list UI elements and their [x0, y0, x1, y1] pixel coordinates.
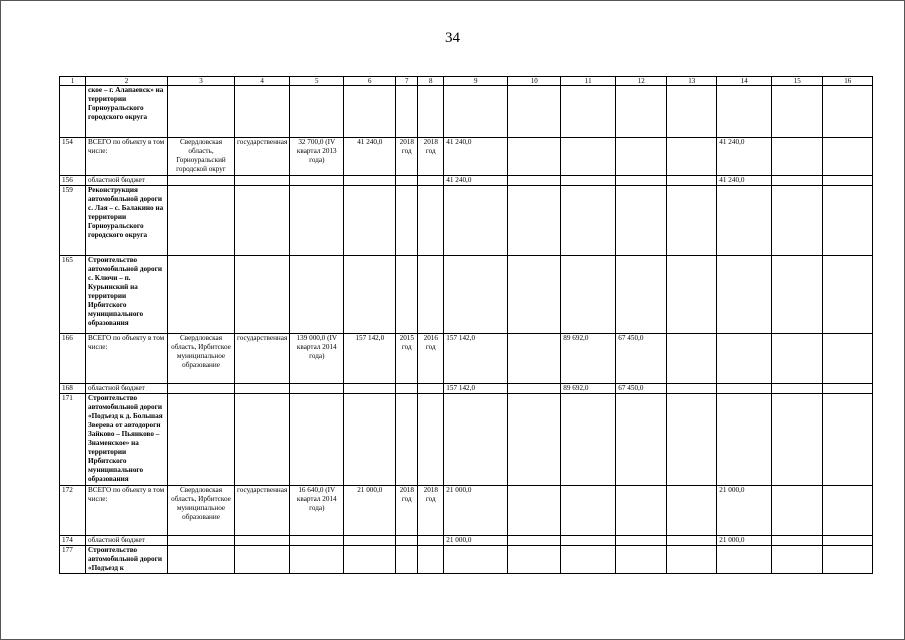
- cell-c10: [508, 536, 561, 546]
- cell-c12: 67 450,0: [616, 334, 667, 384]
- cell-c6: [344, 536, 396, 546]
- cell-c3: [168, 536, 235, 546]
- cell-c7: [396, 546, 418, 574]
- cell-c12: [616, 86, 667, 138]
- cell-c5: [290, 176, 344, 186]
- cell-c5: [290, 394, 344, 486]
- cell-c3: [168, 256, 235, 334]
- cell-c5: 139 000,0 (IV квартал 2014 года): [290, 334, 344, 384]
- cell-c15: [772, 176, 823, 186]
- cell-c3: Свердловская область, Ирбитское муниципальное образование: [168, 486, 235, 536]
- cell-c15: [772, 394, 823, 486]
- cell-c8: 2018 год: [418, 486, 444, 536]
- row-name-cell: областной бюджет: [86, 176, 168, 186]
- cell-c16: [823, 186, 873, 256]
- header-row: [60, 77, 873, 86]
- cell-c14: [717, 186, 772, 256]
- cell-c11: [561, 86, 616, 138]
- cell-c13: [667, 86, 717, 138]
- row-name-cell: Реконструкция автомобильной дороги с. Лая – с. Балакино на территории Горноуральского городского округа: [86, 186, 168, 256]
- cell-c16: [823, 256, 873, 334]
- cell-c6: [344, 86, 396, 138]
- cell-c16: [823, 384, 873, 394]
- cell-c9: 157 142,0: [444, 384, 508, 394]
- cell-c4: [235, 384, 290, 394]
- table-row: [60, 334, 873, 384]
- cell-c6: [344, 186, 396, 256]
- row-name-cell: ВСЕГО по объекту в том числе:: [86, 334, 168, 384]
- column-header-14: 14: [717, 77, 772, 86]
- cell-c11: [561, 394, 616, 486]
- cell-c4: государственная: [235, 138, 290, 176]
- cell-c3: [168, 384, 235, 394]
- cell-c12: [616, 546, 667, 574]
- cell-c12: [616, 256, 667, 334]
- cell-c13: [667, 176, 717, 186]
- cell-c5: [290, 546, 344, 574]
- row-number-cell: 172: [60, 486, 86, 536]
- cell-c10: [508, 486, 561, 536]
- column-header-6: 6: [344, 77, 396, 86]
- cell-c6: [344, 256, 396, 334]
- row-number-cell: 165: [60, 256, 86, 334]
- cell-c13: [667, 186, 717, 256]
- cell-c9: 41 240,0: [444, 176, 508, 186]
- row-name-cell: Строительство автомобильной дороги «Подъезд к д. Большая Зверева от автодороги Зайково – Пьянково – Знаменское» на территории Ирбитского муниципального образования: [86, 394, 168, 486]
- cell-c14: [717, 256, 772, 334]
- cell-c15: [772, 536, 823, 546]
- cell-c9: [444, 546, 508, 574]
- cell-c7: [396, 384, 418, 394]
- cell-c10: [508, 546, 561, 574]
- cell-c8: [418, 86, 444, 138]
- cell-c16: [823, 86, 873, 138]
- row-name-cell: Строительство автомобильной дороги «Подъезд к: [86, 546, 168, 574]
- cell-c14: [717, 384, 772, 394]
- cell-c9: 41 240,0: [444, 138, 508, 176]
- cell-c15: [772, 138, 823, 176]
- row-number-cell: 168: [60, 384, 86, 394]
- cell-c16: [823, 394, 873, 486]
- cell-c5: [290, 86, 344, 138]
- table-row: [60, 86, 873, 138]
- cell-c10: [508, 186, 561, 256]
- cell-c11: [561, 138, 616, 176]
- cell-c3: [168, 546, 235, 574]
- cell-c5: [290, 186, 344, 256]
- cell-c5: [290, 256, 344, 334]
- cell-c6: [344, 176, 396, 186]
- table-row: [60, 486, 873, 536]
- row-number-cell: 177: [60, 546, 86, 574]
- row-number-cell: 154: [60, 138, 86, 176]
- cell-c4: [235, 536, 290, 546]
- row-name-cell: ВСЕГО по объекту в том числе:: [86, 138, 168, 176]
- cell-c12: [616, 394, 667, 486]
- table-row: [60, 186, 873, 256]
- cell-c16: [823, 138, 873, 176]
- cell-c4: государственная: [235, 334, 290, 384]
- cell-c13: [667, 256, 717, 334]
- cell-c15: [772, 86, 823, 138]
- column-header-13: 13: [667, 77, 717, 86]
- cell-c13: [667, 394, 717, 486]
- cell-c6: 41 240,0: [344, 138, 396, 176]
- page-number: 34: [445, 30, 460, 46]
- cell-c9: [444, 394, 508, 486]
- cell-c6: [344, 546, 396, 574]
- cell-c3: [168, 176, 235, 186]
- cell-c9: [444, 186, 508, 256]
- row-name-cell: Строительство автомобильной дороги с. Ключи – п. Курьинский на территории Ирбитского муниципального образования: [86, 256, 168, 334]
- column-header-1: 1: [60, 77, 86, 86]
- cell-c8: [418, 256, 444, 334]
- cell-c8: 2018 год: [418, 138, 444, 176]
- row-number-cell: 171: [60, 394, 86, 486]
- cell-c11: [561, 186, 616, 256]
- column-header-10: 10: [508, 77, 561, 86]
- cell-c8: [418, 536, 444, 546]
- cell-c13: [667, 536, 717, 546]
- cell-c11: [561, 536, 616, 546]
- cell-c15: [772, 334, 823, 384]
- cell-c12: [616, 486, 667, 536]
- column-header-11: 11: [561, 77, 616, 86]
- cell-c16: [823, 546, 873, 574]
- cell-c7: [396, 86, 418, 138]
- cell-c3: Свердловская область, Ирбитское муниципальное образование: [168, 334, 235, 384]
- cell-c15: [772, 384, 823, 394]
- cell-c10: [508, 138, 561, 176]
- column-header-9: 9: [444, 77, 508, 86]
- table-row: [60, 546, 873, 574]
- cell-c15: [772, 186, 823, 256]
- cell-c6: 157 142,0: [344, 334, 396, 384]
- cell-c10: [508, 394, 561, 486]
- table-row: [60, 394, 873, 486]
- cell-c13: [667, 486, 717, 536]
- table-row: [60, 256, 873, 334]
- cell-c13: [667, 138, 717, 176]
- row-name-cell: ВСЕГО по объекту в том числе:: [86, 486, 168, 536]
- cell-c12: [616, 138, 667, 176]
- cell-c16: [823, 176, 873, 186]
- cell-c7: 2018 год: [396, 138, 418, 176]
- cell-c4: [235, 176, 290, 186]
- cell-c3: Свердловская область, Горноуральский городской округ: [168, 138, 235, 176]
- column-header-2: 2: [86, 77, 168, 86]
- row-name-cell: областной бюджет: [86, 384, 168, 394]
- cell-c12: [616, 186, 667, 256]
- column-header-8: 8: [418, 77, 444, 86]
- cell-c9: [444, 86, 508, 138]
- cell-c3: [168, 86, 235, 138]
- cell-c14: [717, 394, 772, 486]
- cell-c8: [418, 186, 444, 256]
- cell-c4: [235, 86, 290, 138]
- cell-c7: [396, 176, 418, 186]
- cell-c10: [508, 256, 561, 334]
- cell-c11: [561, 256, 616, 334]
- cell-c12: [616, 176, 667, 186]
- cell-c16: [823, 486, 873, 536]
- cell-c9: [444, 256, 508, 334]
- cell-c8: [418, 176, 444, 186]
- column-header-5: 5: [290, 77, 344, 86]
- cell-c10: [508, 334, 561, 384]
- row-number-cell: 174: [60, 536, 86, 546]
- cell-c10: [508, 86, 561, 138]
- cell-c4: [235, 186, 290, 256]
- cell-c4: государственная: [235, 486, 290, 536]
- cell-c11: [561, 176, 616, 186]
- table-row: [60, 138, 873, 176]
- cell-c3: [168, 186, 235, 256]
- cell-c11: [561, 486, 616, 536]
- cell-c10: [508, 384, 561, 394]
- cell-c6: 21 000,0: [344, 486, 396, 536]
- cell-c14: [717, 86, 772, 138]
- table-row: [60, 536, 873, 546]
- cell-c15: [772, 546, 823, 574]
- cell-c9: 21 000,0: [444, 536, 508, 546]
- row-name-cell: ское – г. Алапаевск» на территории Горноуральского городского округа: [86, 86, 168, 138]
- cell-c7: 2015 год: [396, 334, 418, 384]
- cell-c3: [168, 394, 235, 486]
- cell-c7: [396, 256, 418, 334]
- cell-c14: 21 000,0: [717, 486, 772, 536]
- cell-c6: [344, 384, 396, 394]
- cell-c4: [235, 256, 290, 334]
- cell-c4: [235, 546, 290, 574]
- cell-c15: [772, 256, 823, 334]
- cell-c11: [561, 546, 616, 574]
- cell-c14: 41 240,0: [717, 176, 772, 186]
- column-header-3: 3: [168, 77, 235, 86]
- cell-c12: [616, 536, 667, 546]
- column-header-4: 4: [235, 77, 290, 86]
- cell-c9: 21 000,0: [444, 486, 508, 536]
- cell-c8: [418, 394, 444, 486]
- cell-c8: 2016 год: [418, 334, 444, 384]
- cell-c13: [667, 546, 717, 574]
- row-number-cell: 166: [60, 334, 86, 384]
- cell-c9: 157 142,0: [444, 334, 508, 384]
- cell-c4: [235, 394, 290, 486]
- row-name-cell: областной бюджет: [86, 536, 168, 546]
- cell-c12: 67 450,0: [616, 384, 667, 394]
- table-row: [60, 384, 873, 394]
- cell-c16: [823, 536, 873, 546]
- cell-c7: [396, 536, 418, 546]
- cell-c5: [290, 384, 344, 394]
- cell-c7: [396, 186, 418, 256]
- row-number-cell: [60, 86, 86, 138]
- cell-c7: [396, 394, 418, 486]
- cell-c14: [717, 546, 772, 574]
- cell-c14: [717, 334, 772, 384]
- cell-c6: [344, 394, 396, 486]
- cell-c15: [772, 486, 823, 536]
- cell-c5: 32 700,0 (IV квартал 2013 года): [290, 138, 344, 176]
- cell-c5: 16 640,0 (IV квартал 2014 года): [290, 486, 344, 536]
- cell-c11: 89 692,0: [561, 334, 616, 384]
- table-row: [60, 176, 873, 186]
- cell-c14: 41 240,0: [717, 138, 772, 176]
- cell-c11: 89 692,0: [561, 384, 616, 394]
- row-number-cell: 159: [60, 186, 86, 256]
- cell-c14: 21 000,0: [717, 536, 772, 546]
- cell-c5: [290, 536, 344, 546]
- investment-table: [59, 76, 873, 574]
- column-header-7: 7: [396, 77, 418, 86]
- cell-c8: [418, 546, 444, 574]
- cell-c10: [508, 176, 561, 186]
- row-number-cell: 156: [60, 176, 86, 186]
- cell-c7: 2018 год: [396, 486, 418, 536]
- column-header-12: 12: [616, 77, 667, 86]
- cell-c13: [667, 384, 717, 394]
- column-header-16: 16: [823, 77, 873, 86]
- cell-c13: [667, 334, 717, 384]
- cell-c8: [418, 384, 444, 394]
- column-header-15: 15: [772, 77, 823, 86]
- cell-c16: [823, 334, 873, 384]
